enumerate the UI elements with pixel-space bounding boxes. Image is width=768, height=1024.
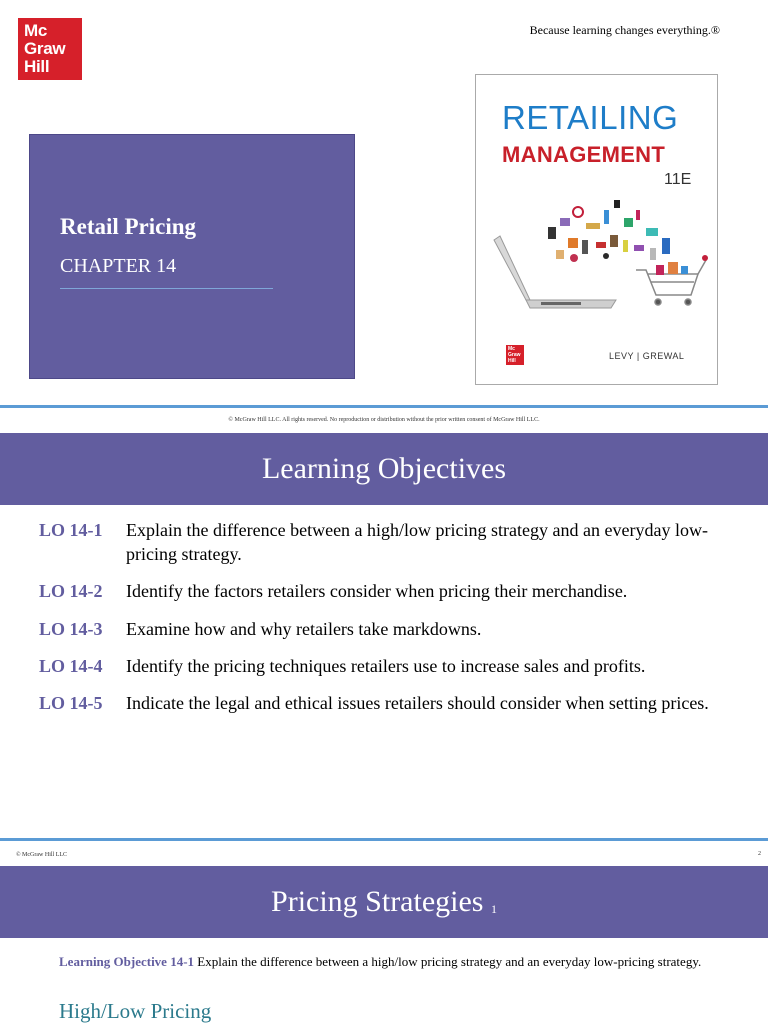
- section-heading: High/Low Pricing: [59, 999, 212, 1023]
- objective-code: LO 14-2: [39, 581, 103, 601]
- logo-line: Graw: [24, 39, 66, 58]
- cover-title-line1: RETAILING: [502, 99, 679, 136]
- objective-text: Examine how and why retailers take markdowns.: [126, 619, 482, 639]
- pricing-strategies-title: [0, 866, 768, 943]
- pricing-strategies-band: [0, 866, 768, 938]
- cover-logo-line: Mc: [508, 346, 515, 352]
- objective-text: Identify the factors retailers consider when pricing their merchandise.: [126, 581, 628, 601]
- cover-logo-line: Graw: [508, 352, 521, 358]
- learning-objective-label: Learning Objective 14-1: [59, 954, 195, 969]
- objective-text: Indicate the legal and ethical issues retailers should consider when setting prices.: [126, 693, 709, 713]
- cover-illustration: [486, 190, 708, 330]
- cover-title-line2: MANAGEMENT: [502, 142, 666, 167]
- objective-text: Identify the pricing techniques retailers use to increase sales and profits.: [126, 656, 646, 676]
- slide-separator: [0, 405, 768, 408]
- products-icon: [548, 200, 670, 262]
- cover-authors: LEVY | GREWAL: [609, 351, 685, 361]
- title-divider: [60, 288, 273, 289]
- mcgraw-hill-logo: [18, 18, 82, 80]
- logo-line: Hill: [24, 57, 50, 76]
- objective-code: LO 14-1: [39, 520, 103, 540]
- slide-title: Retail Pricing: [60, 214, 197, 239]
- book-cover: [475, 74, 718, 385]
- copyright-notice: © McGraw Hill LLC. All rights reserved. No reproduction or distribution without the prior written consent of McGraw Hill LLC.: [228, 417, 540, 423]
- chapter-label: CHAPTER 14: [60, 255, 177, 277]
- footer-copyright: © McGraw Hill LLC: [16, 852, 68, 858]
- tagline: Because learning changes everything.®: [529, 23, 720, 37]
- title-box: [29, 134, 355, 379]
- cover-edition: 11E: [664, 171, 692, 188]
- title-suffix: 1: [490, 902, 497, 916]
- slide-separator: [0, 838, 768, 841]
- objective-text: Explain the difference between a high/low pricing strategy and an everyday low-pricing strategy.: [126, 520, 708, 564]
- cover-logo-line: Hill: [508, 358, 516, 364]
- objective-code: LO 14-3: [39, 619, 103, 639]
- learning-objective-text: Explain the difference between a high/low pricing strategy and an everyday low-pricing strategy.: [197, 954, 702, 969]
- objective-code: LO 14-4: [39, 656, 103, 676]
- objective-code: LO 14-5: [39, 693, 103, 713]
- logo-line: Mc: [24, 21, 48, 40]
- learning-objective-intro: [59, 952, 729, 971]
- pricing-strategies-title-text: Pricing Strategies: [271, 885, 484, 918]
- learning-objectives-title: Learning Objectives: [261, 452, 507, 485]
- shopping-cart-icon: [636, 255, 708, 305]
- page-number: 2: [758, 851, 761, 857]
- learning-objectives-band: [0, 433, 768, 505]
- cover-publisher-logo: [506, 345, 524, 365]
